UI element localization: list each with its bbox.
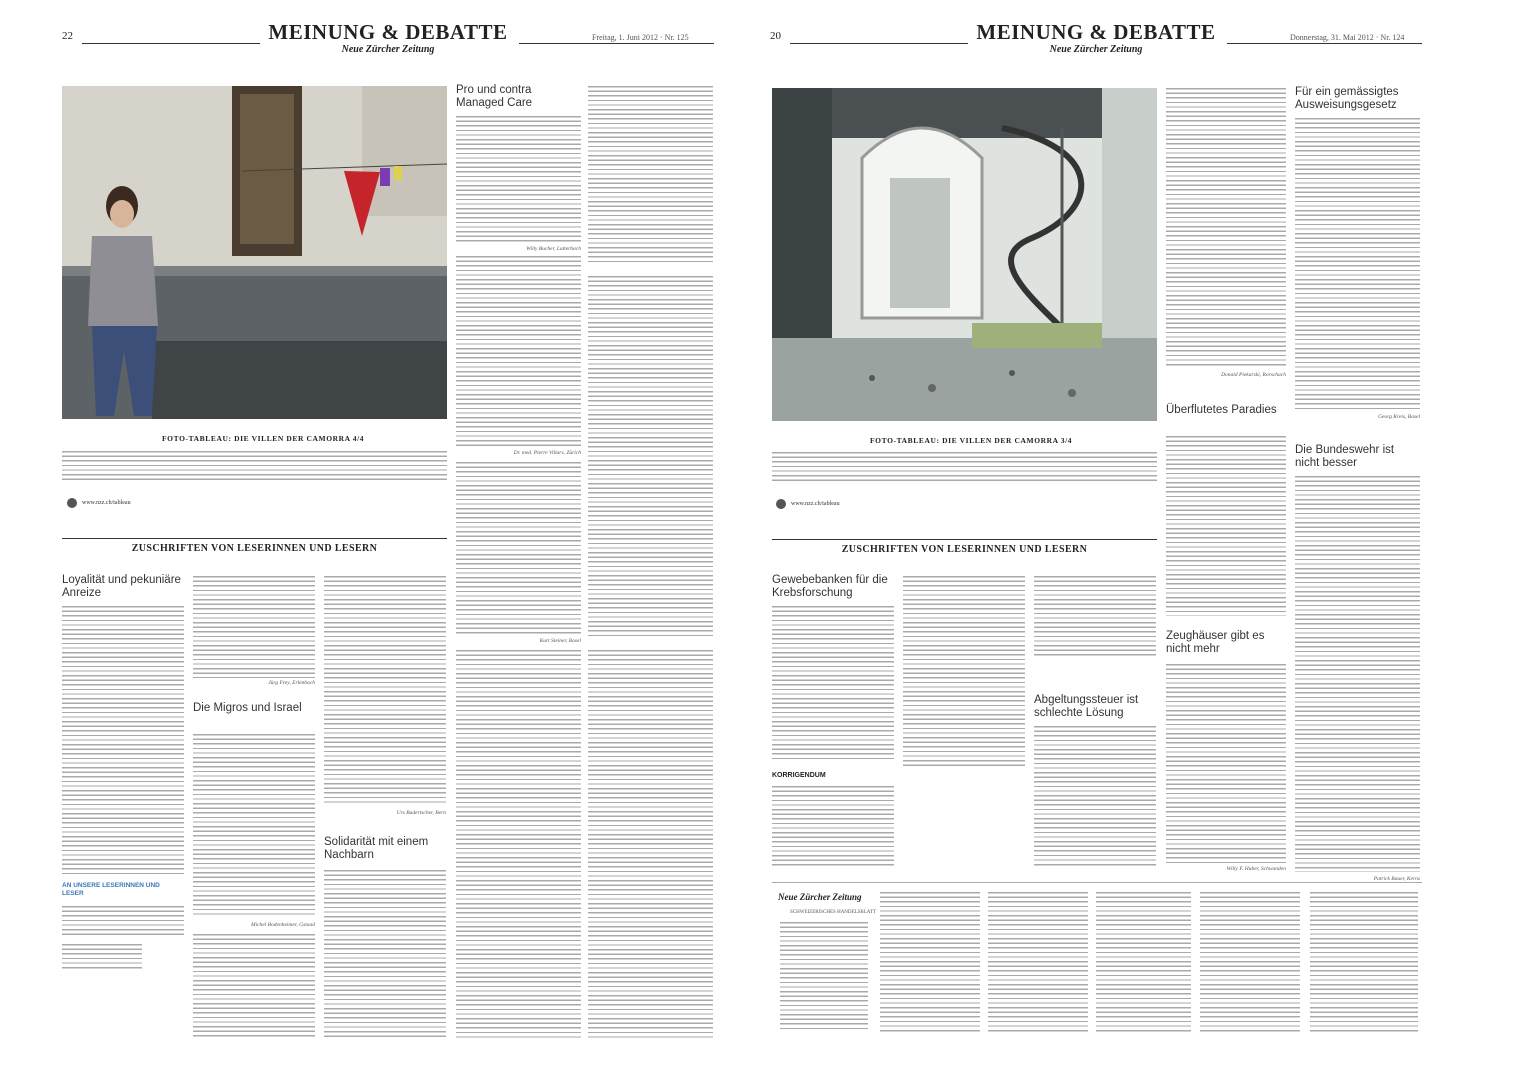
photo-caption-title: FOTO-TABLEAU: DIE VILLEN DER CAMORRA 4/4: [162, 434, 365, 443]
article-text: [1166, 664, 1286, 864]
signature: Dr. med. Pierre Villars, Zürich: [513, 450, 581, 456]
imprint-text: [880, 892, 980, 1032]
column-title: Überflutetes Paradies: [1166, 404, 1277, 416]
imprint-text: [1200, 892, 1300, 1032]
dateline: Donnerstag, 31. Mai 2012 · Nr. 124: [1290, 33, 1405, 42]
letter-text: [1034, 576, 1156, 656]
letter-text: [193, 734, 315, 918]
photo-caption-title: FOTO-TABLEAU: DIE VILLEN DER CAMORRA 3/4: [870, 436, 1073, 445]
signature: Willy Bucher, Lutterbach: [526, 246, 581, 252]
imprint-rule: [772, 882, 1422, 883]
letter-text: [1034, 726, 1156, 866]
contact-text: [62, 944, 142, 970]
letter-title: Abgeltungssteuer ist schlechte Lösung: [1034, 694, 1139, 719]
corrigendum-text: [772, 786, 894, 868]
article-text: [1295, 476, 1420, 872]
letter-text: [62, 606, 184, 876]
masthead: Neue Zürcher Zeitung: [341, 44, 435, 55]
letter-title: Loyalität und pekuniäre Anreize: [62, 574, 181, 599]
letter-title: Die Migros und Israel: [193, 702, 302, 714]
letter-text: [772, 606, 894, 760]
photo-caption-text: [772, 452, 1157, 482]
section-title: MEINUNG & DEBATTE: [268, 20, 508, 44]
link-text: www.nzz.ch/tableau: [82, 500, 131, 506]
header-rule: [519, 43, 714, 44]
right-newspaper-page: [770, 14, 1422, 1044]
link-icon: [776, 499, 786, 509]
imprint-text: [1096, 892, 1191, 1032]
article-text: [456, 116, 581, 242]
signature: Patrick Bauer, Kerns: [1373, 876, 1420, 882]
tableau-link[interactable]: [776, 499, 840, 509]
letter-text: [324, 576, 446, 806]
photo-caption-text: [62, 451, 447, 481]
letter-text: [324, 870, 446, 1038]
column-title: Pro und contra Managed Care: [456, 84, 533, 109]
imprint-text: [988, 892, 1088, 1032]
letter-title: Solidarität mit einem Nachbarn: [324, 836, 429, 861]
letters-section-head: ZUSCHRIFTEN VON LESERINNEN UND LESERN: [131, 543, 378, 554]
signature: Kurt Steiner, Basel: [539, 638, 581, 644]
article-text: [456, 650, 581, 1040]
article-text: [1166, 436, 1286, 616]
info-head: AN UNSERE LESERINNEN UND LESER: [62, 882, 160, 897]
article-text: [588, 650, 713, 1040]
left-newspaper-page: [62, 14, 714, 1044]
column-title: Zeughäuser gibt es nicht mehr: [1166, 630, 1265, 655]
corrigendum-head: KORRIGENDUM: [772, 772, 826, 779]
tableau-photo: [62, 86, 447, 419]
article-text: [588, 276, 713, 636]
page-number: 20: [770, 30, 781, 42]
info-text: [62, 906, 184, 936]
letters-section-head: ZUSCHRIFTEN VON LESERINNEN UND LESERN: [841, 544, 1088, 555]
signature: Jürg Frey, Erlenbach: [268, 680, 315, 686]
link-text: www.nzz.ch/tableau: [791, 501, 840, 507]
letter-text: [193, 934, 315, 1038]
article-text: [1166, 88, 1286, 368]
page-number: 22: [62, 30, 73, 42]
section-rule: [62, 538, 447, 539]
section-rule: [772, 539, 1157, 540]
imprint-subtitle: SCHWEIZERISCHES HANDELSBLATT: [790, 910, 876, 915]
tableau-link[interactable]: [67, 498, 131, 508]
article-text: [456, 256, 581, 446]
column-title: Für ein gemässigtes Ausweisungsgesetz: [1295, 86, 1399, 111]
imprint-text: [1310, 892, 1418, 1032]
dateline: Freitag, 1. Juni 2012 · Nr. 125: [592, 33, 689, 42]
signature: Urs Badertscher, Bern: [396, 810, 446, 816]
signature: Michel Bodenheimer, Gstaad: [251, 922, 315, 928]
article-text: [456, 462, 581, 634]
header-rule: [1227, 43, 1422, 44]
letter-title: Gewebebanken für die Krebsforschung: [772, 574, 888, 599]
letter-text: [903, 576, 1025, 766]
link-icon: [67, 498, 77, 508]
signature: Georg Kreis, Basel: [1378, 414, 1420, 420]
column-title: Die Bundeswehr ist nicht besser: [1295, 444, 1395, 469]
signature: Willy F. Huber, Schwanden: [1226, 866, 1286, 872]
section-title: MEINUNG & DEBATTE: [976, 20, 1216, 44]
tableau-photo: [772, 88, 1157, 421]
masthead: Neue Zürcher Zeitung: [1049, 44, 1143, 55]
article-text: [588, 86, 713, 264]
imprint-logo: Neue Zürcher Zeitung: [778, 892, 862, 902]
imprint-text: [780, 922, 868, 1032]
signature: Donald Piekarski, Rorschach: [1221, 372, 1286, 378]
article-text: [1295, 118, 1420, 410]
letter-text: [193, 576, 315, 678]
